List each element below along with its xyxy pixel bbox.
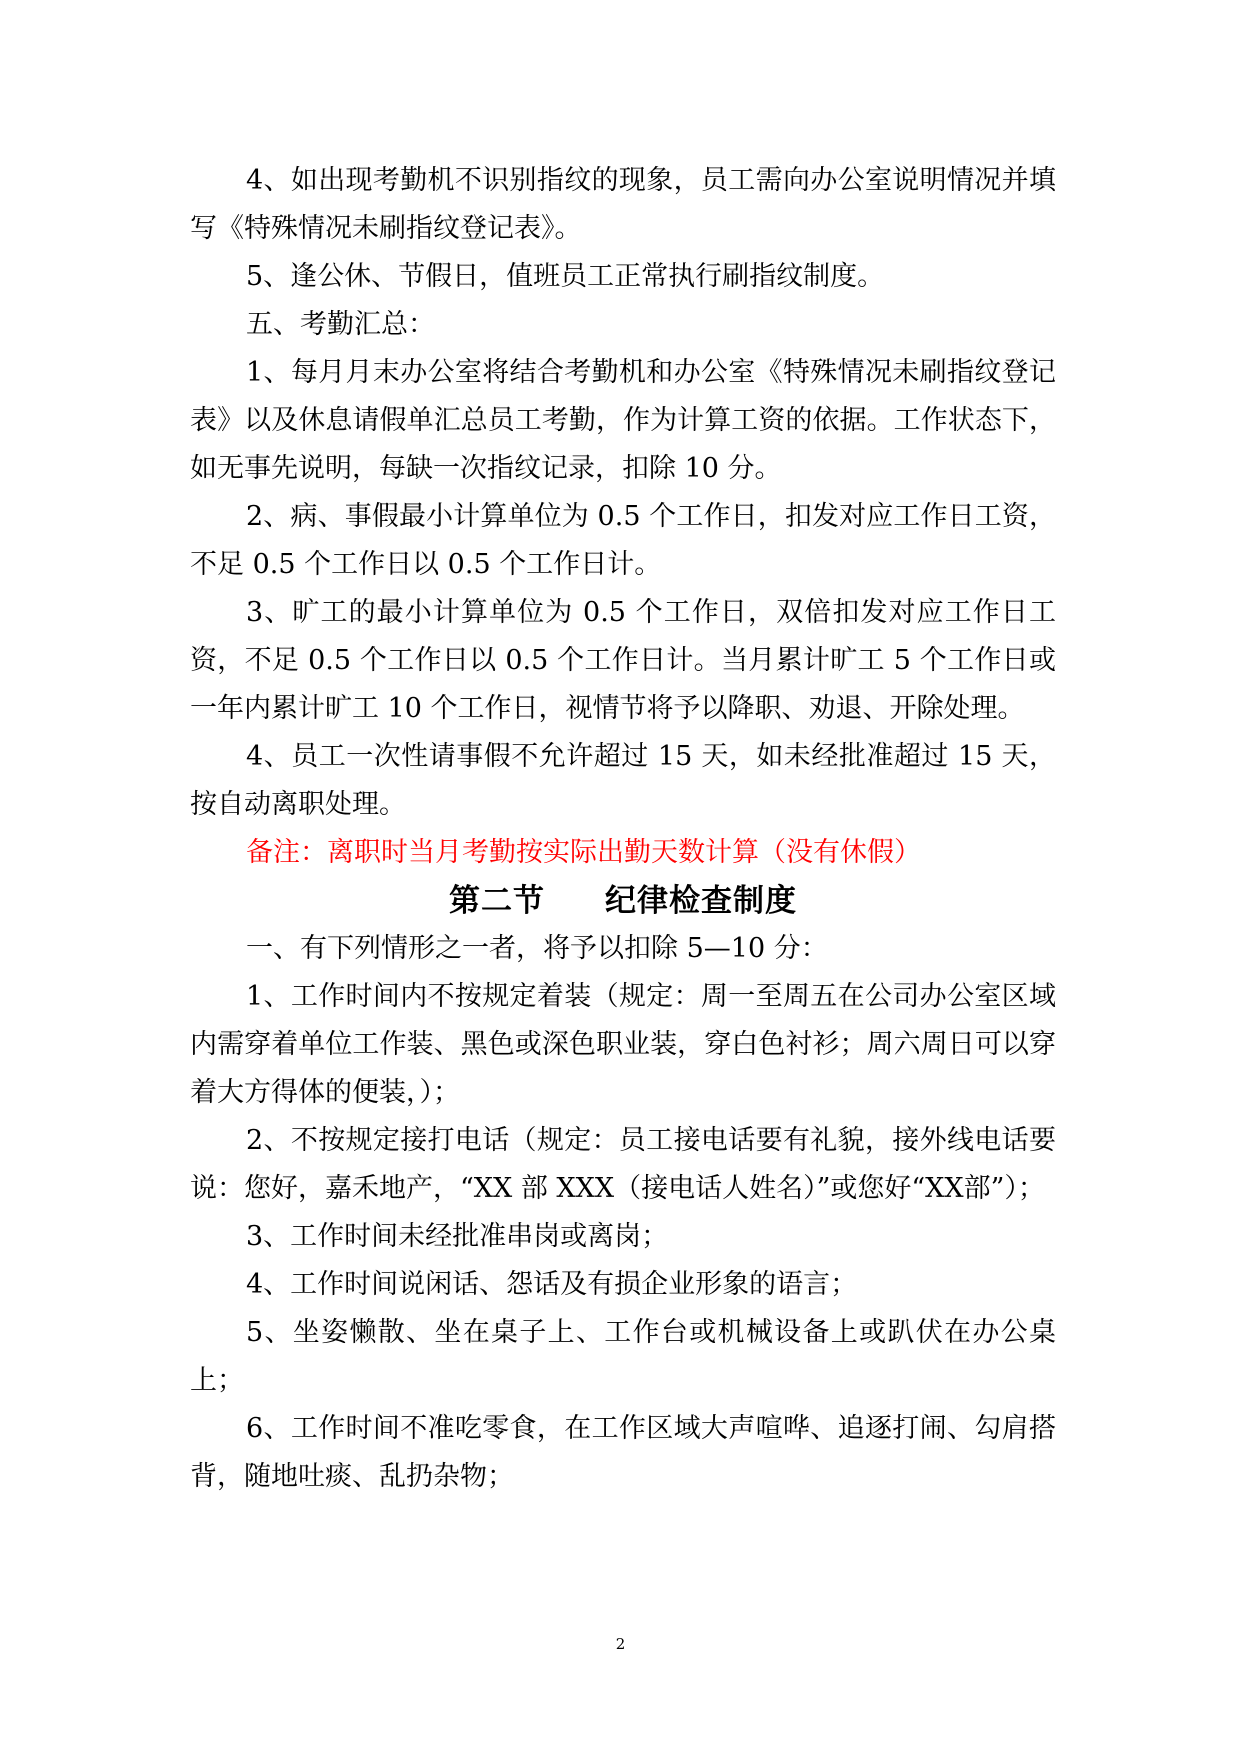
paragraph: 1、工作时间内不按规定着装（规定：周一至周五在公司办公室区域内需穿着单位工作装、黑色或深色职业装，穿白色衬衫；周六周日可以穿着大方得体的便装，）；	[190, 981, 1056, 1108]
paragraph: 3、工作时间未经批准串岗或离岗；	[246, 1221, 669, 1252]
section-number: 第二节	[449, 883, 545, 919]
remark-note: 备注：离职时当月考勤按实际出勤天数计算（没有休假）	[246, 837, 921, 868]
paragraph: 4、如出现考勤机不识别指纹的现象，员工需向办公室说明情况并填写《特殊情况未刷指纹登记表》。	[190, 165, 1056, 244]
paragraph: 5、逢公休、节假日，值班员工正常执行刷指纹制度。	[246, 261, 885, 292]
section-title	[190, 877, 1056, 925]
paragraph: 6、工作时间不准吃零食，在工作区域大声喧哗、追逐打闹、勾肩搭背，随地吐痰、乱扔杂物；	[190, 1413, 1056, 1492]
paragraph: 2、病、事假最小计算单位为 0.5 个工作日，扣发对应工作日工资，不足 0.5 个工作日以 0.5 个工作日计。	[190, 501, 1056, 580]
paragraph: 一、有下列情形之一者，将予以扣除 5—10 分：	[246, 933, 828, 964]
paragraph: 2、不按规定接打电话（规定：员工接电话要有礼貌，接外线电话要说：您好，嘉禾地产，“XX 部 XXX（接电话人姓名）”或您好“XX部”）；	[190, 1125, 1056, 1204]
paragraph: 3、旷工的最小计算单位为 0.5 个工作日，双倍扣发对应工作日工资，不足 0.5 个工作日以 0.5 个工作日计。当月累计旷工 5 个工作日或一年内累计旷工 10 个工作日，视情节将予以降职、劝退、开除处理。	[190, 597, 1056, 724]
paragraph: 4、工作时间说闲话、怨话及有损企业形象的语言；	[246, 1269, 858, 1300]
paragraph: 4、员工一次性请事假不允许超过 15 天，如未经批准超过 15 天，按自动离职处理。	[190, 741, 1056, 820]
paragraph: 1、每月月末办公室将结合考勤机和办公室《特殊情况未刷指纹登记表》以及休息请假单汇总员工考勤，作为计算工资的依据。工作状态下，如无事先说明，每缺一次指纹记录，扣除 10 分。	[190, 357, 1056, 484]
document-body	[190, 157, 1056, 1501]
section-name: 纪律检查制度	[605, 883, 797, 919]
page-number: 2	[615, 1635, 626, 1653]
section-heading-attendance-summary: 五、考勤汇总：	[246, 309, 435, 340]
paragraph: 5、坐姿懒散、坐在桌子上、工作台或机械设备上或趴伏在办公桌上；	[190, 1317, 1056, 1396]
